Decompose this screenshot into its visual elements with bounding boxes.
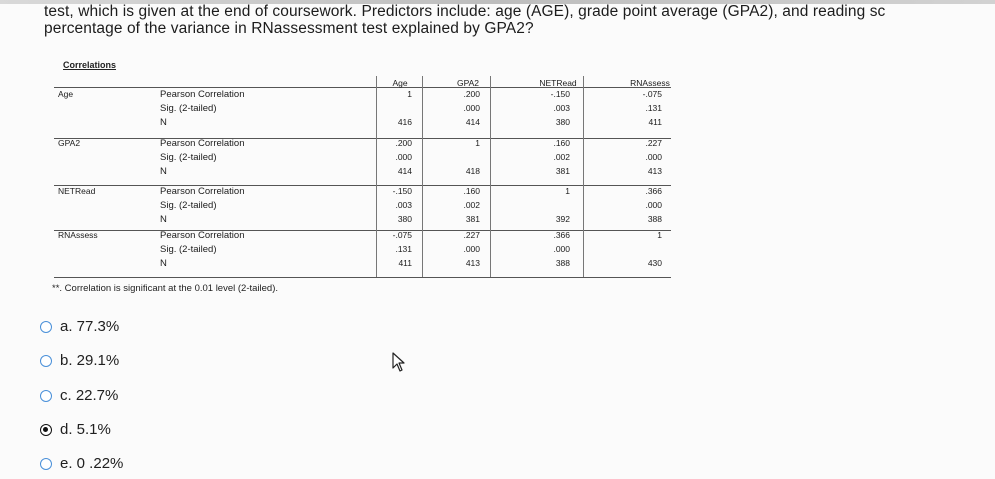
table-cell: 380 [555,117,570,127]
table-cell: 414 [465,117,480,127]
table-header-rule [54,87,671,88]
table-cell: 1 [657,230,662,240]
row-label: RNAssess [58,230,98,240]
question-text-line-1: test, which is given at the end of coursework. Predictors include: age (AGE), grade point average (GPA2), and reading sc [44,3,886,20]
table-cell: .227 [645,138,662,148]
radio-button-icon[interactable] [40,390,52,402]
table-cell: -.150 [550,89,570,99]
table-cell: .200 [463,89,480,99]
table-cell: -.075 [642,89,662,99]
table-cell: 418 [465,166,480,176]
table-cell: .002 [463,200,480,210]
table-row-rule [54,138,671,139]
option-a[interactable] [40,318,119,335]
table-cell: 381 [555,166,570,176]
row-label: GPA2 [58,138,81,148]
table-cell: 411 [398,258,412,268]
row-label: NETRead [58,186,96,196]
radio-button-icon[interactable] [40,321,52,333]
table-cell: .000 [463,103,480,113]
table-cell: 388 [647,214,662,224]
option-label: c. 22.7% [60,387,119,404]
table-cell: 392 [555,214,570,224]
radio-button-icon[interactable] [40,458,52,470]
table-cell: 413 [647,166,662,176]
table-cell: .366 [645,186,662,196]
table-cell: 381 [465,214,480,224]
table-column-rule [422,76,423,277]
table-row-rule [54,230,671,231]
table-row-rule [54,185,671,186]
table-cell: .131 [645,103,662,113]
table-cell: .366 [553,230,570,240]
option-c[interactable] [40,387,118,404]
stat-label: N [160,258,167,269]
table-cell: 388 [555,258,570,268]
row-label: Age [58,89,74,99]
stat-label: Pearson Correlation [160,230,245,241]
table-cell: 414 [397,166,412,176]
stat-label: Sig. (2-tailed) [160,152,217,163]
table-cell: .000 [645,152,662,162]
table-cell: .227 [463,230,480,240]
option-label: b. 29.1% [60,352,120,369]
option-label: d. 5.1% [60,421,111,438]
radio-button-selected-icon[interactable] [40,424,52,436]
stat-label: N [160,117,167,128]
table-cell: 380 [397,214,412,224]
stat-label: Sig. (2-tailed) [160,244,217,255]
table-cell: .000 [463,244,480,254]
option-e[interactable] [40,455,123,472]
option-label: e. 0 .22% [60,455,124,472]
table-cell: 413 [465,258,480,268]
table-title: Correlations [63,60,117,70]
column-header: GPA2 [456,78,480,88]
table-cell: .160 [553,138,570,148]
table-column-rule [583,76,584,277]
question-text-line-2: percentage of the variance in RNassessment test explained by GPA2? [44,20,534,37]
table-cell: .003 [395,200,412,210]
stat-label: N [160,166,167,177]
column-header: RNAssess [630,78,670,88]
table-cell: 1 [565,186,570,196]
table-cell: .000 [553,244,570,254]
table-cell: .003 [553,103,570,113]
stat-label: Pearson Correlation [160,138,245,149]
stat-label: Pearson Correlation [160,186,245,197]
table-cell: -.150 [392,186,412,196]
table-cell: .131 [395,244,412,254]
table-cell: .002 [553,152,570,162]
column-header: NETRead [539,78,577,88]
table-cell: 411 [648,117,662,127]
stat-label: Sig. (2-tailed) [160,103,217,114]
option-label: a. 77.3% [60,318,120,335]
table-cell: 416 [397,117,412,127]
table-column-rule [490,76,491,277]
mouse-pointer-icon [392,352,406,372]
table-cell: 430 [647,258,662,268]
stat-label: Sig. (2-tailed) [160,200,217,211]
stat-label: N [160,214,167,225]
table-bottom-rule [54,277,671,278]
table-cell: 1 [475,138,480,148]
option-d[interactable] [40,421,111,438]
column-header: Age [392,78,408,88]
table-cell: .000 [395,152,412,162]
table-cell: 1 [407,89,412,99]
table-cell: -.075 [392,230,412,240]
option-b[interactable] [40,352,119,369]
table-cell: .000 [645,200,662,210]
stat-label: Pearson Correlation [160,89,245,100]
radio-button-icon[interactable] [40,355,52,367]
table-cell: .200 [395,138,412,148]
table-cell: .160 [463,186,480,196]
table-footnote: **. Correlation is significant at the 0.01 level (2-tailed). [52,283,279,294]
